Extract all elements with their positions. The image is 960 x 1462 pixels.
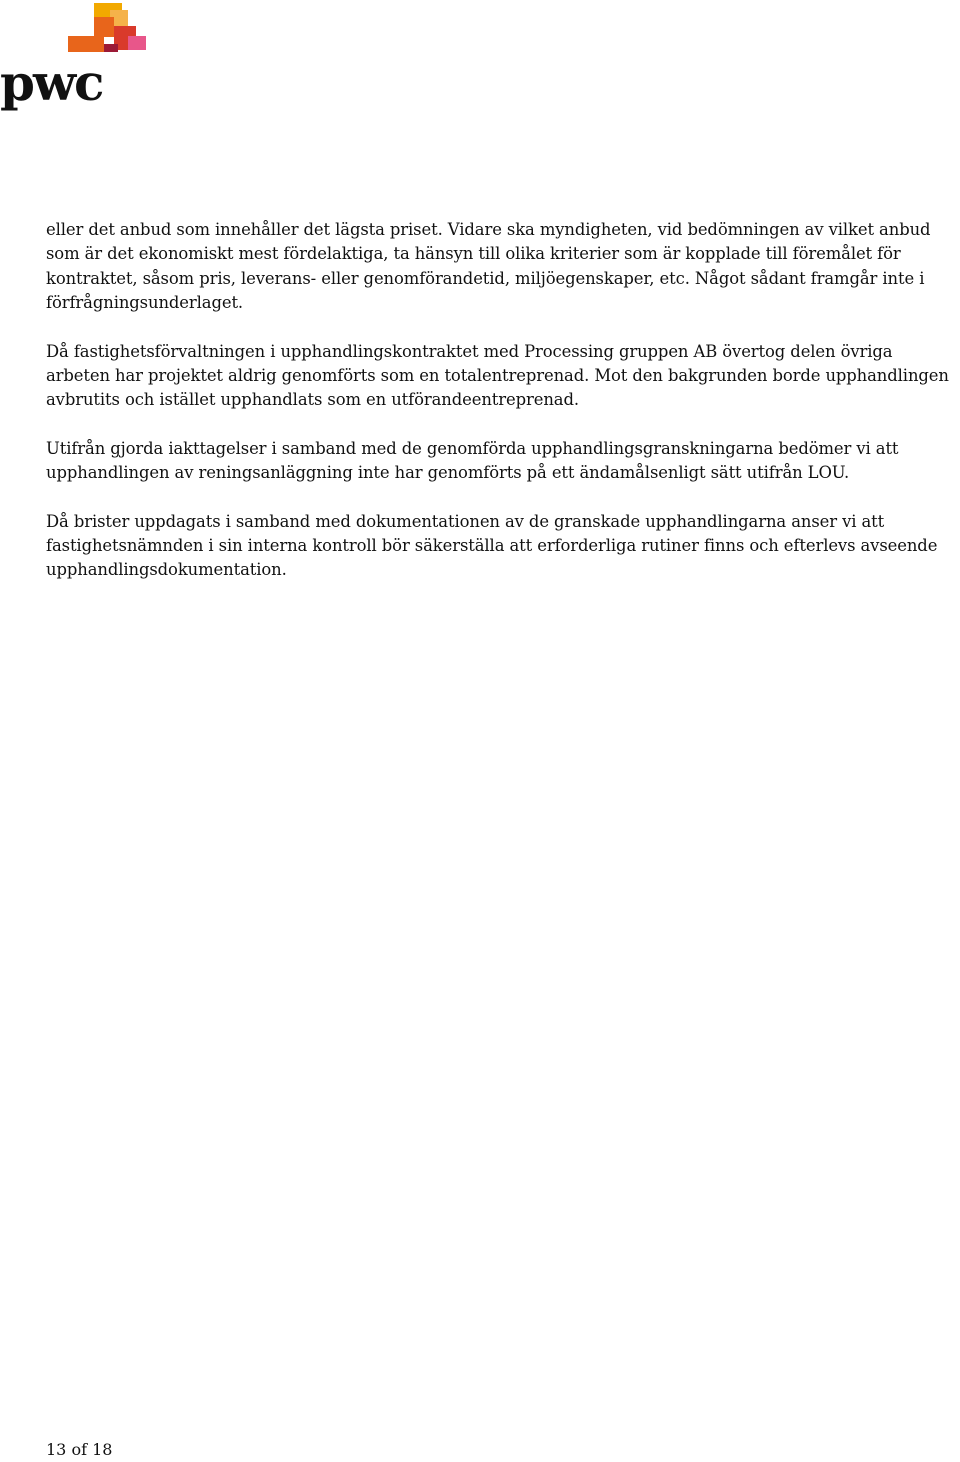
paragraph-1: eller det anbud som innehåller det lägsta priset. Vidare ska myndigheten, vid bedömningen av vilket anbud som är det ekonomiskt mest fördelaktiga, ta hänsyn till olika kriterier som är kopplade till föremålet för kontraktet, såsom pris, leverans- eller genomförandetid, miljöegenskaper, etc. Något sådant framgår inte i förfrågningsunderlaget. [46,220,931,313]
pwc-logo [0,0,160,120]
logo-wordmark: pwc [0,53,103,112]
logo-block-orange-left [68,36,104,52]
document-body [46,218,951,607]
paragraph-3: Utifrån gjorda iakttagelser i samband med de genomförda upphandlingsgranskningarna bedömer vi att upphandlingen av reningsanläggning inte har genomförts på ett ändamålsenligt sätt utifrån LOU. [46,438,899,483]
logo-block-orange [94,17,114,37]
logo-block-pink [128,36,146,50]
paragraph-4: Då brister uppdagats i samband med dokumentationen av de granskade upphandlingarna anser vi att fastighetsnämnden i sin interna kontroll bör säkerställa att erforderliga rutiner finns och efterlevs avseende upphandlingsdokumentation. [46,511,938,580]
logo-block-maroon [104,44,118,52]
paragraph-2: Då fastighetsförvaltningen i upphandlingskontraktet med Processing gruppen AB övertog delen övriga arbeten har projektet aldrig genomförts som en totalentreprenad. Mot den bakgrunden borde upphandlingen avbrutits och istället upphandlats som en utförandeentreprenad. [46,341,949,410]
pwc-logo-mark [0,0,160,120]
page-number: 13 of 18 [46,1440,113,1459]
